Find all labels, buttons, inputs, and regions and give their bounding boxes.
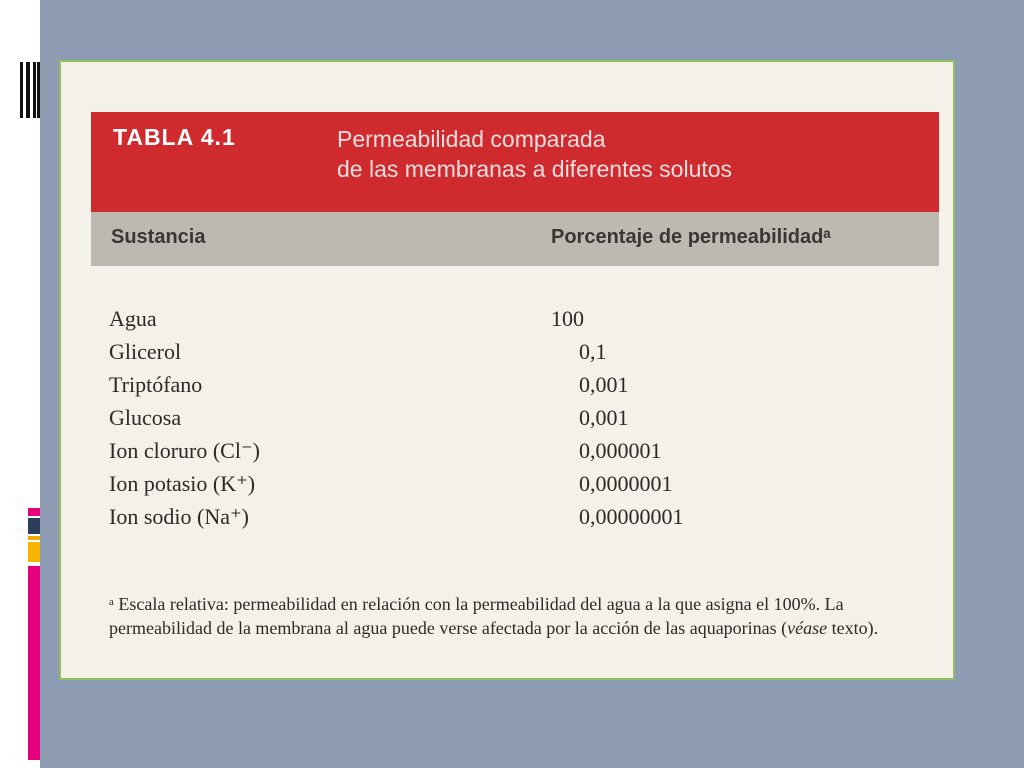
table-body <box>109 306 929 537</box>
table-header-row <box>91 212 939 266</box>
permeability-cell: 0,001 <box>579 405 629 430</box>
table-row <box>109 405 929 438</box>
table-title-line-2: de las membranas a diferentes solutos <box>337 156 733 182</box>
decorative-bars-top <box>20 62 40 118</box>
table-row <box>109 471 929 504</box>
substance-cell: Triptófano <box>109 372 203 397</box>
header-substance: Sustancia <box>111 226 206 248</box>
substance-cell: Ion potasio (K⁺) <box>109 471 256 496</box>
table-number-label: TABLA 4.1 <box>113 124 236 150</box>
decorative-bars-bottom <box>28 508 40 760</box>
header-permeability: Porcentaje de permeabilidadᵃ <box>551 226 831 248</box>
table-row <box>109 372 929 405</box>
table-row <box>109 504 929 537</box>
footnote-text-end: texto). <box>827 618 879 638</box>
permeability-cell: 0,001 <box>579 372 629 397</box>
table-title-line-1: Permeabilidad comparada <box>337 126 606 152</box>
table-row <box>109 339 929 372</box>
substance-cell: Glicerol <box>109 339 182 364</box>
table-image-frame <box>59 60 955 680</box>
substance-cell: Agua <box>109 306 157 331</box>
footnote-italic: véase <box>787 618 828 638</box>
table-title <box>337 124 732 184</box>
permeability-cell: 0,1 <box>579 339 607 364</box>
table-footnote <box>109 592 929 640</box>
substance-cell: Ion cloruro (Cl⁻) <box>109 438 260 463</box>
permeability-cell: 0,00000001 <box>579 504 684 529</box>
footnote-text: Escala relativa: permeabilidad en relación con la permeabilidad del agua a la que asigna el 100%. La permeabilidad de la membrana al agua puede verse afectada por la acción de las aquaporinas ( <box>109 594 844 638</box>
table-title-bar <box>91 112 939 212</box>
substance-cell: Glucosa <box>109 405 182 430</box>
table-row <box>109 438 929 471</box>
permeability-cell: 0,000001 <box>579 438 662 463</box>
substance-cell: Ion sodio (Na⁺) <box>109 504 249 529</box>
table-row <box>109 306 929 339</box>
permeability-cell: 0,0000001 <box>579 471 673 496</box>
permeability-cell: 100 <box>551 306 584 331</box>
footnote-mark: ᵃ <box>109 594 114 614</box>
